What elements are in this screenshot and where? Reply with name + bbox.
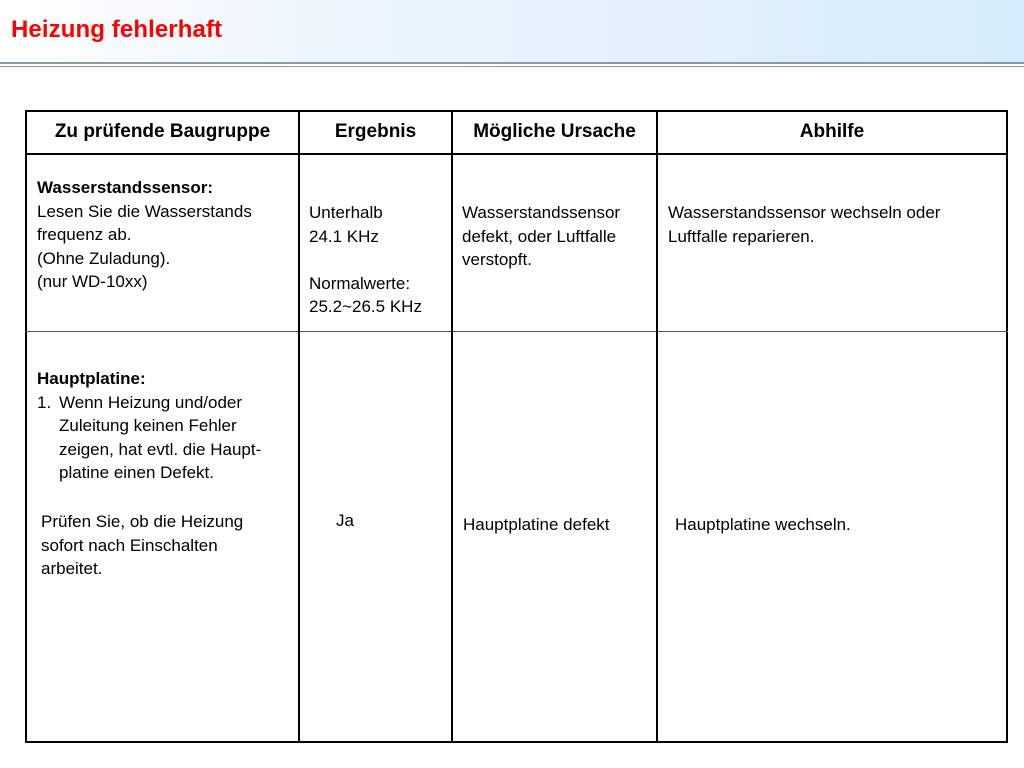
row1-ergebnis-line: Normalwerte: [309,273,411,293]
row2-list-line: platine einen Defekt. [59,463,214,482]
table-border-left [25,110,27,743]
row2-list-line: zeigen, hat evtl. die Haupt- [59,439,262,459]
row2-list-number: 1. [37,392,52,412]
row-divider [25,331,1008,332]
row1-heading: Wasserstandssensor: [37,178,214,197]
row2-check-text [41,510,243,581]
row2-check-line: sofort nach Einschalten [41,535,218,555]
title-rule-thin [0,66,1024,67]
row1-ergebnis-line: 24.1 KHz [309,226,379,246]
header-baugruppe: Zu prüfende Baugruppe [54,121,271,142]
row2-list-item [37,391,261,485]
page-title: Heizung fehlerhaft [11,16,223,43]
row1-line: (nur WD-10xx) [37,272,148,291]
column-divider-1 [298,110,300,743]
row1-ergebnis-line: Unterhalb [309,203,383,222]
row2-list-line: Wenn Heizung und/oder [59,392,243,412]
row2-ergebnis: Ja [336,511,354,530]
row1-line: Lesen Sie die Wasserstands [37,201,252,221]
row1-abhilfe [668,201,940,248]
row1-abhilfe-line: Luftfalle reparieren. [668,226,815,246]
title-bar [0,0,1024,62]
table-border-right [1006,110,1008,743]
row1-ursache-line: Wasserstandssensor [462,203,621,222]
table-border-bottom [25,741,1008,743]
title-rule-thick [0,62,1024,64]
row2-list-line: Zuleitung keinen Fehler [59,416,237,435]
row2-abhilfe: Hauptplatine wechseln. [675,515,851,534]
row1-ursache [462,201,620,272]
row2-check-line: arbeitet. [41,559,103,578]
header-abhilfe: Abhilfe [799,121,865,142]
header-ursache: Mögliche Ursache [473,121,636,142]
row1-ergebnis-spacer [309,248,422,272]
row2-ursache: Hauptplatine defekt [463,515,610,534]
row2-baugruppe [37,367,261,485]
row1-ursache-line: verstopft. [462,250,532,269]
row1-abhilfe-line: Wasserstandssensor wechseln oder [668,203,941,222]
row1-baugruppe [37,176,252,294]
row1-ergebnis-line: 25.2~26.5 KHz [309,297,422,316]
row2-check-line: Prüfen Sie, ob die Heizung [41,512,244,531]
header-ergebnis: Ergebnis [334,121,417,142]
column-divider-2 [451,110,453,743]
row2-heading: Hauptplatine: [37,369,146,388]
column-divider-3 [656,110,658,743]
row1-line: frequenz ab. [37,225,132,244]
row1-ursache-line: defekt, oder Luftfalle [462,226,617,246]
row1-ergebnis [309,201,422,319]
row1-line: (Ohne Zuladung). [37,248,171,268]
